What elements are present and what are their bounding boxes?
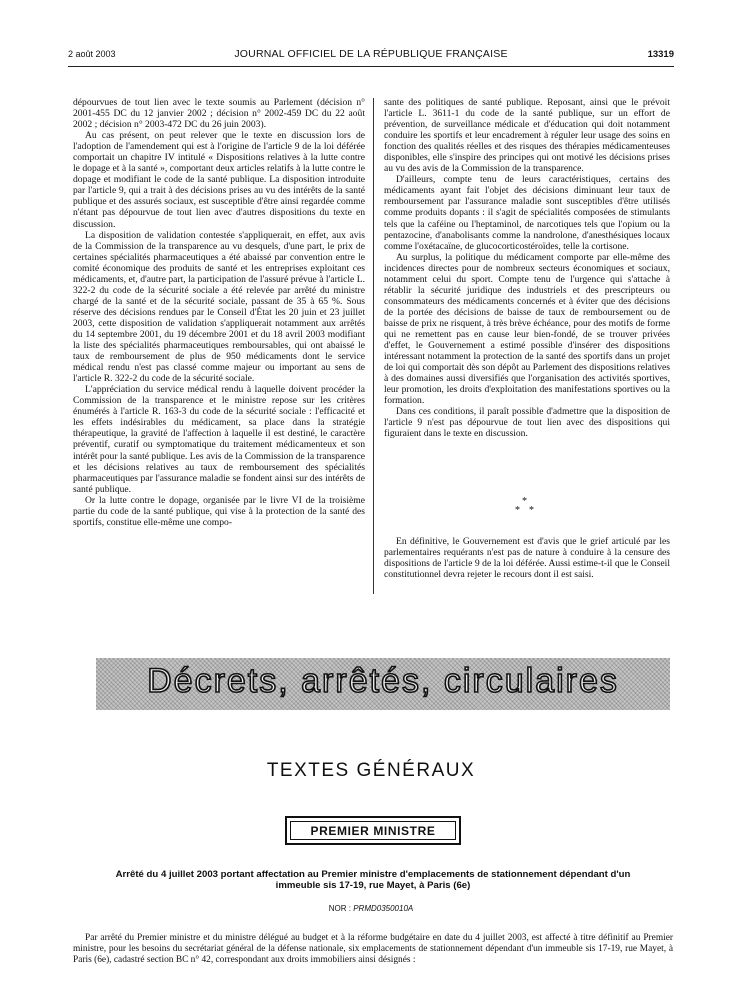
paragraph: En définitive, le Gouvernement est d'avis que le grief articulé par les parlementaires requérants n'est pas de nature à conduire à la censure des dispositions de l'article 9 de la loi déférée. Aussi estime-t-il que le Conseil constitutionnel devra rejeter le recours dont il est saisi.: [384, 536, 670, 581]
right-column-conclusion: [384, 536, 670, 580]
paragraph: L'appréciation du service médical rendu à laquelle doivent procéder la Commission de la transparence et le ministre repose sur les critères énumérés à l'article R. 163-3 du code de la sécurité sociale : l'efficacité et les effets indésirables du médicament, sa place dans la stratégie thérapeutique, la gravité de l'affection à laquelle il est destiné, le caractère préventif, curatif ou symptomatique du traitement médicamenteux et son intérêt pour la santé publique. Les avis de la Commission de la transparence et les décisions relatives au taux de remboursement des spécialités pharmaceutiques par l'assurance maladie se fondent ainsi sur des intérêts de santé publique.: [73, 384, 365, 495]
paragraph: Par arrêté du Premier ministre et du ministre délégué au budget et à la réforme budgétaire en date du 4 juillet 2003, est affecté à titre définitif au Premier ministre, pour les besoins du secrétariat général de la défense nationale, six emplacements de stationnement dépendant d'un immeuble sis 17-19, rue Mayet, à Paris (6e), cadastré section BC n° 42, correspondant aux droits immobiliers ainsi désignés :: [73, 933, 673, 965]
paragraph: dépourvues de tout lien avec le texte soumis au Parlement (décision n° 2001-455 DC du 12 janvier 2002 ; décision n° 2002-459 DC du 22 août 2002 ; décision n° 2003-472 DC du 26 juin 2003).: [73, 97, 365, 131]
paragraph: D'ailleurs, compte tenu de leurs caractéristiques, certains des médicaments ayant fait l'objet des décisions diminuant leur taux de remboursement par l'assurance maladie sont susceptibles d'être utilisés comme produits dopants : il s'agit de spécialités composées de stimulants tels que la caféine ou l'heptaminol, de narcotiques tels que l'opium ou la pentazocine, d'anabolisants comme la nandrolone, d'anesthésiques locaux comme l'oxétacaïne, de glucocorticostéroïdes, telle la cortisone.: [384, 174, 670, 252]
page-header: [68, 47, 674, 63]
paragraph: Dans ces conditions, il paraît possible d'admettre que la disposition de l'article 9 n'est pas dépourvue de tout lien avec des dispositions qui figuraient dans le texte en discussion.: [384, 406, 670, 440]
asterisk: *: [529, 505, 534, 516]
nor-code: PRMD0350010A: [353, 904, 414, 913]
page-number: 13319: [647, 49, 674, 60]
left-column: [73, 97, 365, 528]
section-title: TEXTES GÉNÉRAUX: [266, 760, 476, 781]
asterism-separator: [384, 497, 670, 521]
ministry-name: PREMIER MINISTRE: [290, 821, 456, 840]
paragraph: sante des politiques de santé publique. Reposant, ainsi que le prévoit l'article L. 3611-1 du code de la santé publique, sur un effort de prévention, de surveillance médicale et d'éducation qui doit notamment conduire les sportifs et leur encadrement à réguler leur usage des soins en fonction des qualités réelles et des risques des thérapies médicamenteuses disponibles, elle s'inspire des principes qui ont motivé les décisions prises au vu des avis de la Commission de la transparence.: [384, 97, 670, 175]
arrete-title: Arrêté du 4 juillet 2003 portant affectation au Premier ministre d'emplacements de stationnement dépendant d'un immeuble sis 17-19, rue Mayet, à Paris (6e): [115, 869, 631, 891]
journal-title: JOURNAL OFFICIEL DE LA RÉPUBLIQUE FRANÇAISE: [234, 48, 508, 60]
paragraph: La disposition de validation contestée s'appliquerait, en effet, aux avis de la Commission de la transparence au vu desquels, d'une part, le prix de certaines spécialités pharmaceutiques a été abaissé par convention entre le comité économique des produits de santé et les entreprises exploitant ces médicaments, et, d'autre part, la participation de l'assuré prévue à l'article L. 322-2 du code de la sécurité sociale a été relevée par arrêté du ministre chargé de la santé et de la sécurité sociale, passant de 35 à 65 %. Sous réserve des décisions rendues par le Conseil d'État les 20 juin et 23 juillet 2003, cette disposition de validation s'appliquerait notamment aux arrêtés du 14 septembre 2001, du 19 décembre 2001 et du 18 avril 2003 modifiant la liste des spécialités pharmaceutiques remboursables, qui ont abaissé le taux de remboursement de plus de 950 médicaments dont le service médical rendu n'est pas classé comme majeur ou important au sens de l'article R. 322-2 du code de la sécurité sociale.: [73, 229, 365, 385]
nor-reference: [68, 904, 674, 913]
paragraph: Au surplus, la politique du médicament comporte par elle-même des incidences directes pour de nombreux secteurs économiques et sociaux, notamment celui du sport. Compte tenu de l'urgence qui s'attache à rétablir la sécurité juridique des industriels et des prescripteurs ou consommateurs des médicaments concernés et à éviter que des décisions de la portée des décisions de baisse de taux de remboursement ou de baisse de prix ne risquent, à très brève échéance, pour des motifs de forme qui ne remettent pas en cause leur bien-fondé, de se trouver privées d'effet, le Gouvernement a estimé possible d'insérer des dispositions intéressant notamment la protection de la santé des sportifs dans un projet de loi qui comportait dès son dépôt au Parlement des dispositions relatives à des domaines aussi diversifiés que l'organisation des activités sportives, leur promotion, les droits d'exploitation des manifestations sportives ou la formation.: [384, 251, 670, 407]
column-divider: [373, 98, 374, 594]
asterisk: *: [522, 496, 527, 507]
banner-title: Décrets, arrêtés, circulaires: [147, 662, 619, 700]
asterisk: *: [515, 505, 520, 516]
nor-label: NOR :: [328, 904, 351, 913]
header-rule: [68, 66, 674, 67]
paragraph: Au cas présent, on peut relever que le texte en discussion lors de l'adoption de l'amendement qui est à l'origine de l'article 9 de la loi déférée comportait un chapitre IV intitulé « Dispositions relatives à la lutte contre le dopage et à la santé », comportant deux articles relatifs à la lutte contre le dopage et modifiant le code de la santé publique. La disposition introduite par l'article 9, qui a trait à des décisions prises au vu des intérêts de la santé publique et des assurés sociaux, est susceptible d'être ainsi regardée comme n'étant pas dépourvue de tout lien avec d'autres dispositions du texte en discussion.: [73, 130, 365, 230]
paragraph: Or la lutte contre le dopage, organisée par le livre VI de la troisième partie du code de la santé publique, qui vise à la protection de la santé des sportifs, constitue elle-même une compo-: [73, 494, 365, 528]
ministry-box: [285, 816, 461, 845]
arrete-body: [73, 933, 673, 966]
publication-date: 2 août 2003: [68, 49, 116, 59]
right-column: [384, 97, 670, 439]
section-banner: [96, 658, 670, 710]
